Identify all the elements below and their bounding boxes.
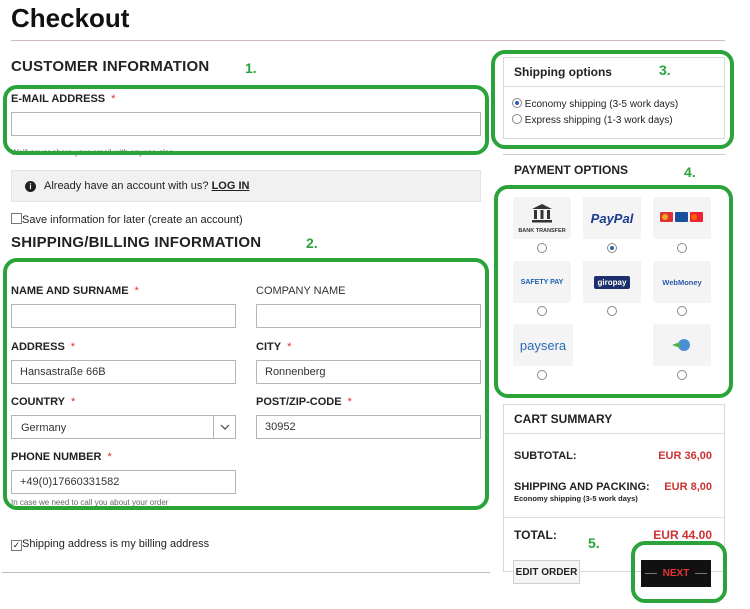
email-label-text: E-MAIL ADDRESS [11, 93, 106, 105]
paypal-logo: PayPal [590, 210, 634, 226]
highlight-billing [3, 258, 489, 510]
step-1-label: 1. [245, 60, 257, 76]
account-prompt [44, 180, 249, 192]
required-mark: * [347, 396, 352, 408]
required-mark: * [287, 341, 292, 353]
required-mark: * [70, 341, 76, 353]
required-mark: * [70, 396, 76, 408]
save-info-row[interactable] [11, 213, 243, 226]
total-value: EUR 44.00 [653, 528, 712, 542]
cart-summary-heading: CART SUMMARY [514, 412, 613, 426]
info-icon: i [25, 181, 36, 192]
name-label-text: NAME AND SURNAME [11, 285, 129, 297]
shipping-option-express-label: Express shipping (1-3 work days) [524, 115, 673, 126]
bank-transfer-text: BANK TRANSFER [518, 227, 566, 234]
subtotal-label: SUBTOTAL: [514, 450, 577, 462]
cart-divider-top [503, 433, 725, 434]
shipping-packing-sub: Economy shipping (3-5 work days) [514, 494, 638, 503]
edit-order-button[interactable]: EDIT ORDER [513, 560, 580, 584]
total-label: TOTAL: [514, 528, 557, 542]
subtotal-value: EUR 36,00 [658, 450, 712, 462]
email-hint: We'll never share your email with anyone else. [11, 148, 176, 157]
payment-options-heading: PAYMENT OPTIONS [514, 163, 629, 177]
same-address-label: Shipping address is my billing address [22, 538, 210, 550]
paysera-logo: paysera [519, 337, 567, 353]
login-link[interactable]: LOG IN [211, 180, 250, 192]
city-label-text: CITY [256, 341, 282, 353]
save-info-label: Save information for later (create an account) [22, 214, 243, 226]
page-title: Checkout [11, 3, 130, 33]
next-button-label: NEXT [662, 568, 690, 579]
highlight-payment [494, 185, 733, 398]
customer-info-heading: CUSTOMER INFORMATION [11, 58, 210, 75]
phone-hint: In case we need to call you about your order [11, 498, 169, 507]
zip-label-text: POST/ZIP-CODE [256, 396, 342, 408]
shipping-packing-label: SHIPPING AND PACKING: [514, 481, 650, 493]
step-2-label: 2. [306, 235, 318, 251]
country-label-text: COUNTRY [11, 396, 65, 408]
highlight-shipping [491, 50, 734, 149]
step-5-label: 5. [588, 535, 600, 551]
phone-label-text: PHONE NUMBER [11, 451, 102, 463]
shipping-packing-value: EUR 8,00 [664, 481, 712, 493]
giropay-logo: giropay [594, 276, 631, 289]
payment-top-divider [503, 154, 725, 155]
shipping-option-economy-label: Economy shipping (3-5 work days) [524, 99, 679, 110]
step-3-label: 3. [659, 62, 671, 78]
account-info-bar [11, 170, 481, 202]
form-bottom-divider [2, 572, 490, 573]
required-mark: * [134, 285, 139, 297]
required-mark: * [107, 451, 112, 463]
account-prompt-text: Already have an account with us? [44, 180, 209, 192]
billing-info-heading: SHIPPING/BILLING INFORMATION [11, 234, 262, 251]
safetypay-logo: SAFETY PAY [520, 278, 564, 286]
save-info-checkbox[interactable] [11, 213, 22, 224]
required-mark: * [111, 93, 116, 105]
webmoney-logo: WebMoney [662, 277, 702, 287]
highlight-next [631, 541, 727, 603]
same-address-row[interactable] [11, 538, 209, 551]
address-label-text: ADDRESS [11, 341, 65, 353]
step-4-label: 4. [684, 164, 696, 180]
cart-divider-bottom [503, 517, 725, 518]
same-address-checkbox[interactable]: ✓ [12, 540, 21, 550]
shipping-options-heading: Shipping options [514, 65, 612, 79]
company-label: COMPANY NAME [256, 285, 346, 297]
highlight-email [3, 85, 489, 155]
title-divider [11, 40, 725, 41]
country-selected-value: Germany [21, 422, 67, 434]
